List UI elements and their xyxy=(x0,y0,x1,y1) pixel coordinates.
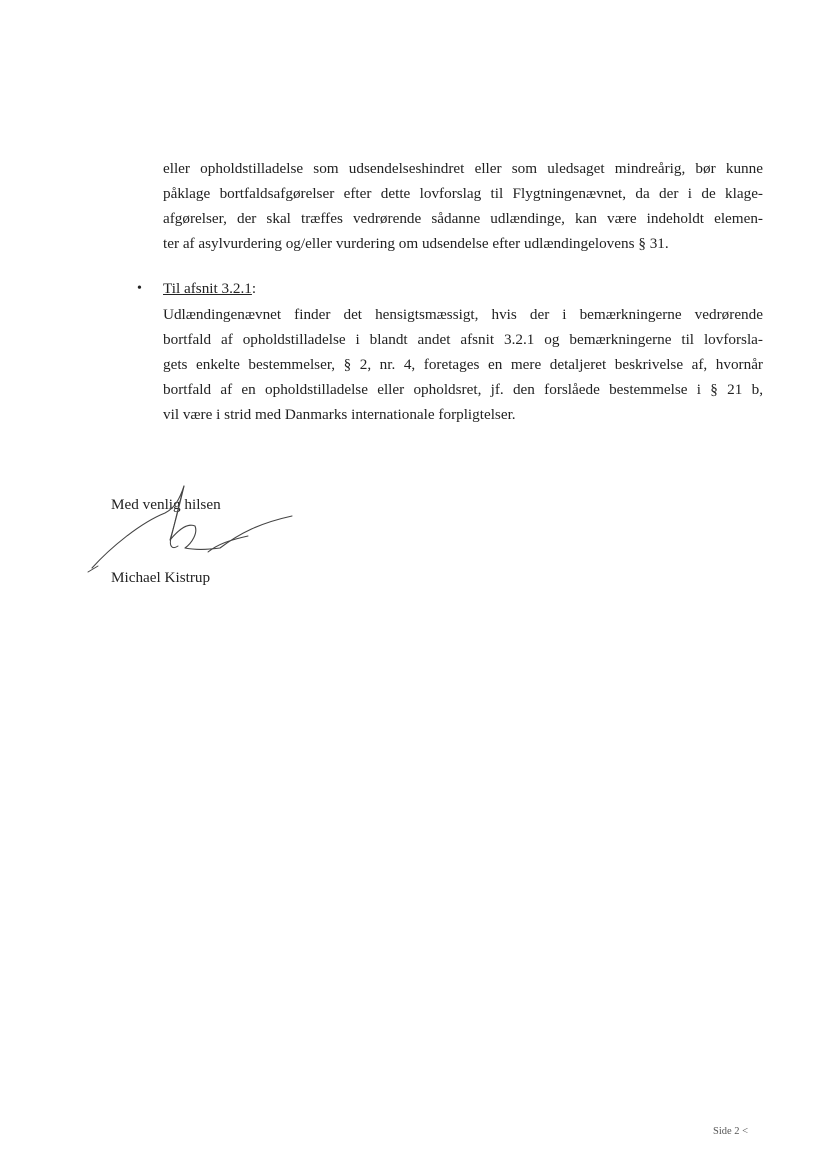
section-line: gets enkelte bestemmelser, § 2, nr. 4, foretages en mere detaljeret beskrivelse af, hvornår xyxy=(163,356,763,373)
paragraph-line: ter af asylvurdering og/eller vurdering om udsendelse efter udlændingelovens § 31. xyxy=(163,235,669,252)
bullet-point: • xyxy=(137,281,142,296)
section-heading-text: Til afsnit 3.2.1 xyxy=(163,280,252,297)
signer-name: Michael Kistrup xyxy=(111,569,211,586)
page-number: Side 2 < xyxy=(713,1126,749,1137)
section-line: bortfald af en opholdstilladelse eller opholdsret, jf. den forslåede bestemmelse i § 21 b, xyxy=(163,381,763,398)
paragraph-line: påklage bortfaldsafgørelser efter dette lovforslag til Flygtningenævnet, da der i de klage- xyxy=(163,185,763,202)
handwritten-signature xyxy=(80,478,300,578)
section-line: Udlændingenævnet finder det hensigtsmæssigt, hvis der i bemærkningerne vedrørende xyxy=(163,306,763,323)
closing-greeting: Med venlig hilsen xyxy=(111,496,221,513)
paragraph-line: eller opholdstilladelse som udsendelseshindret eller som uledsaget mindreårig, bør kunne xyxy=(163,160,763,177)
paragraph-line: afgørelser, der skal træffes vedrørende sådanne udlændinge, kan være indeholdt elemen- xyxy=(163,210,763,227)
section-heading xyxy=(163,277,256,300)
section-line: vil være i strid med Danmarks internationale forpligtelser. xyxy=(163,406,516,423)
section-line: bortfald af opholdstilladelse i blandt andet afsnit 3.2.1 og bemærkningerne til lovforsla- xyxy=(163,331,763,348)
section-heading-colon: : xyxy=(251,280,257,297)
